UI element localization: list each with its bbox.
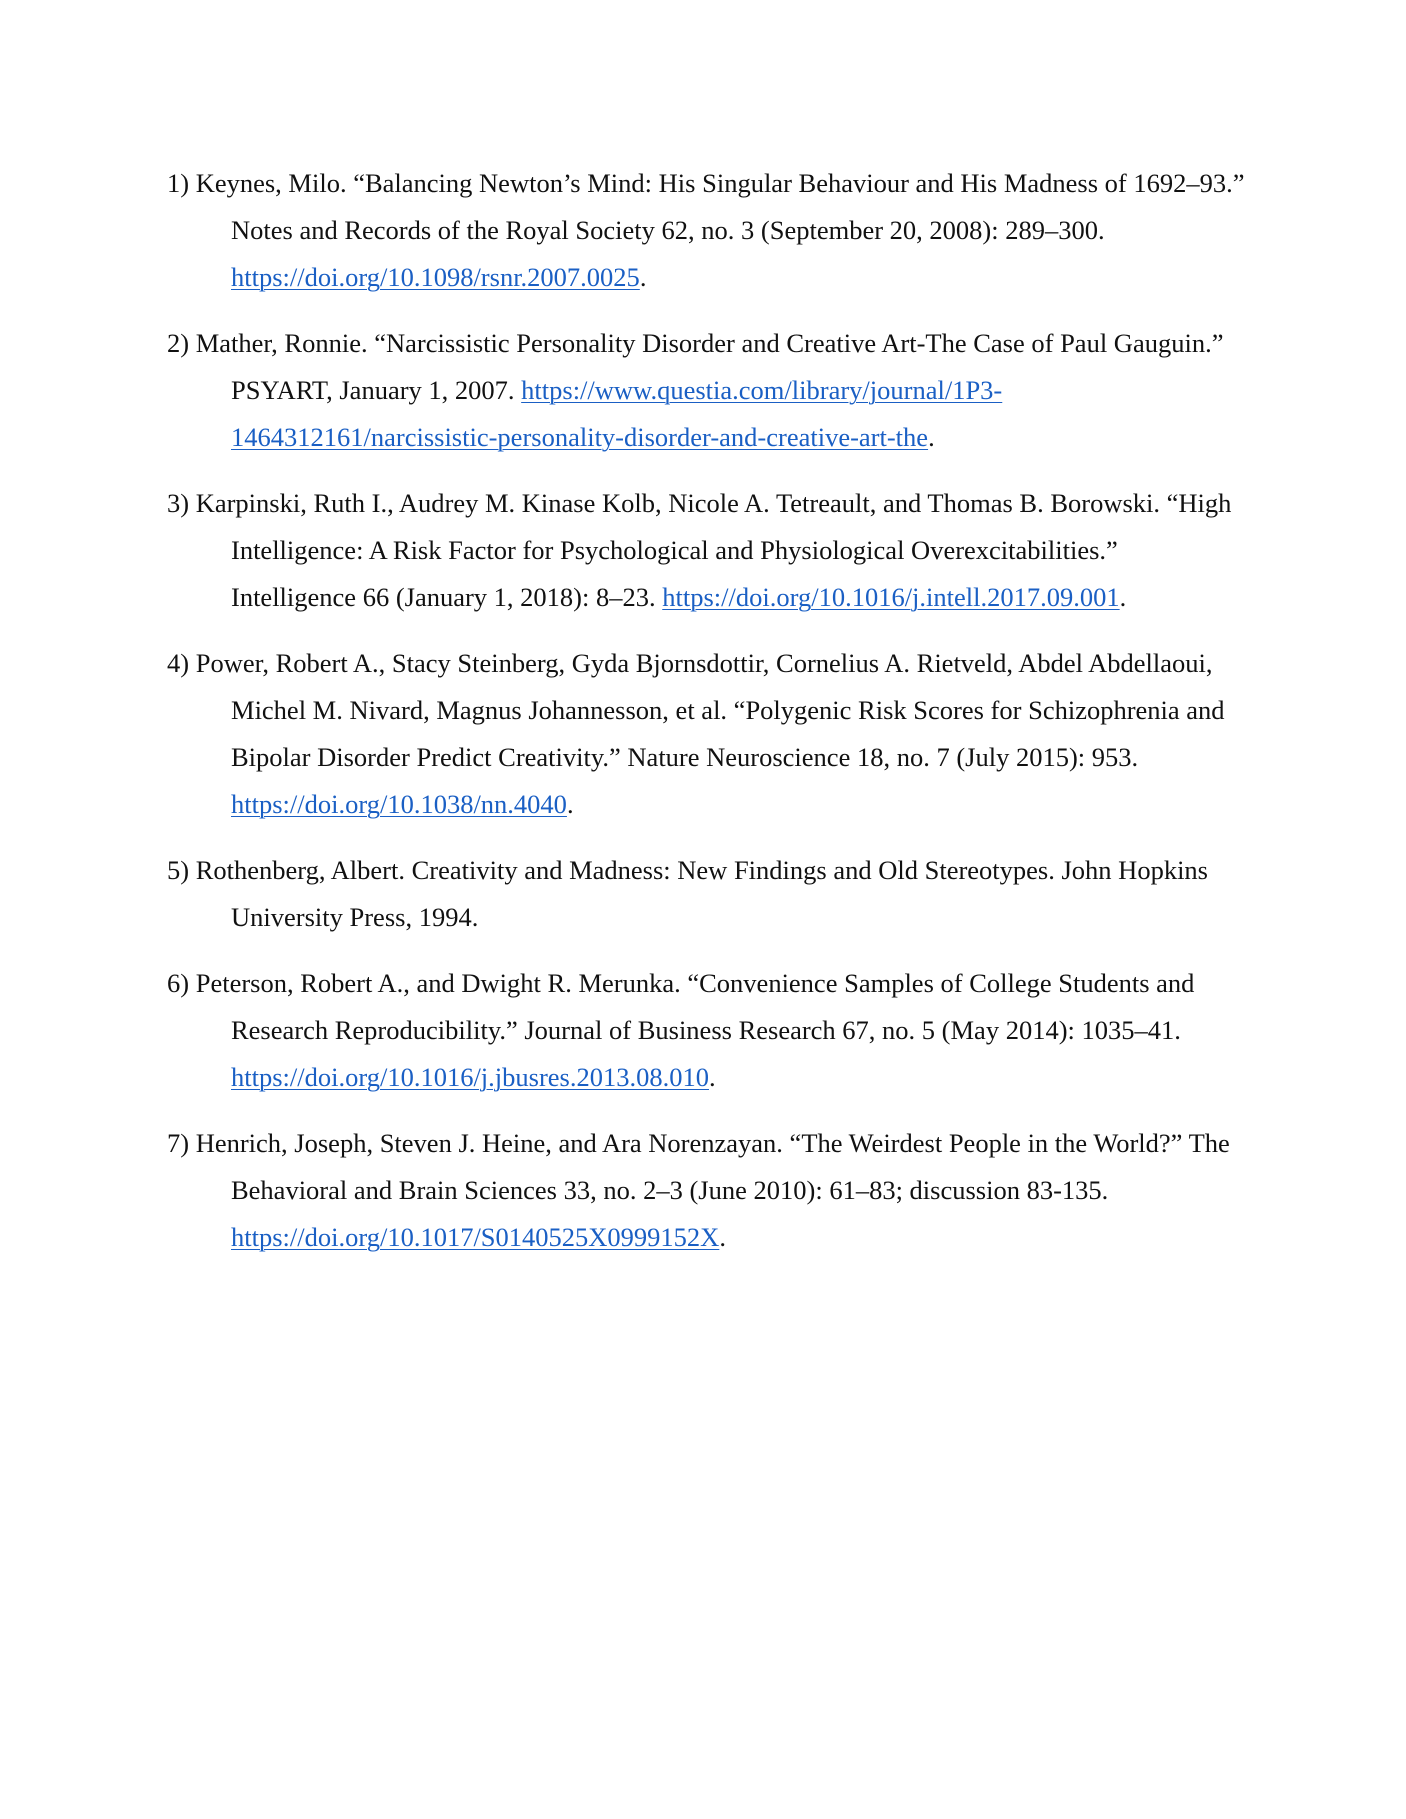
reference-terminal-punct: .	[709, 1062, 716, 1092]
reference-text: Power, Robert A., Stacy Steinberg, Gyda Bjornsdottir, Cornelius A. Rietveld, Abdel Abdellaoui, Michel M. Nivard, Magnus Johannesson, et al. “Polygenic Risk Scores for Schizophrenia and Bipolar Disorder Predict Creativity.” Nature Neuroscience 18, no. 7 (July 2015): 953.	[189, 648, 1225, 772]
reference-number: 6)	[167, 968, 190, 998]
reference-item-3	[167, 480, 1247, 621]
reference-link[interactable]: https://doi.org/10.1098/rsnr.2007.0025	[231, 262, 640, 292]
reference-number: 5)	[167, 855, 190, 885]
reference-number: 4)	[167, 648, 190, 678]
reference-terminal-punct: .	[1119, 582, 1127, 612]
reference-number: 1)	[167, 168, 190, 198]
reference-text: Peterson, Robert A., and Dwight R. Merunka. “Convenience Samples of College Students and Research Reproducibility.” Journal of Business Research 67, no. 5 (May 2014): 1035–41.	[189, 968, 1195, 1045]
reference-item-5	[167, 847, 1247, 941]
reference-item-7	[167, 1120, 1247, 1261]
reference-item-2	[167, 320, 1247, 461]
reference-item-1	[167, 160, 1247, 301]
reference-link[interactable]: https://doi.org/10.1038/nn.4040	[231, 789, 567, 819]
reference-link[interactable]: https://doi.org/10.1016/j.intell.2017.09.001	[662, 582, 1120, 612]
reference-item-6	[167, 960, 1247, 1101]
reference-terminal-punct: .	[639, 262, 647, 292]
reference-terminal-punct: .	[566, 789, 574, 819]
reference-link[interactable]: https://doi.org/10.1016/j.jbusres.2013.08.010	[231, 1062, 709, 1092]
reference-number: 7)	[167, 1128, 190, 1158]
reference-number: 3)	[167, 488, 190, 518]
reference-list	[167, 160, 1247, 1280]
reference-terminal-punct: .	[928, 422, 935, 452]
reference-text: Karpinski, Ruth I., Audrey M. Kinase Kolb, Nicole A. Tetreault, and Thomas B. Borowski. “High Intelligence: A Risk Factor for Psychological and Physiological Overexcitabilities.” Intelligence 66 (January 1, 2018): 8–23.	[189, 488, 1232, 612]
reference-terminal-punct: .	[719, 1222, 726, 1252]
reference-text: Rothenberg, Albert. Creativity and Madness: New Findings and Old Stereotypes. John Hopkins University Press, 1994.	[189, 855, 1208, 932]
reference-item-4	[167, 640, 1247, 828]
reference-link[interactable]: https://www.questia.com/library/journal/1P3-1464312161/narcissistic-personality-disorder-and-creative-art-the	[231, 375, 1003, 452]
reference-text: Mather, Ronnie. “Narcissistic Personality Disorder and Creative Art-The Case of Paul Gauguin.” PSYART, January 1, 2007.	[189, 328, 1224, 405]
reference-number: 2)	[167, 328, 190, 358]
reference-link[interactable]: https://doi.org/10.1017/S0140525X0999152X	[231, 1222, 720, 1252]
reference-text: Henrich, Joseph, Steven J. Heine, and Ara Norenzayan. “The Weirdest People in the World?” The Behavioral and Brain Sciences 33, no. 2–3 (June 2010): 61–83; discussion 83-135.	[189, 1128, 1230, 1205]
reference-text: Keynes, Milo. “Balancing Newton’s Mind: His Singular Behaviour and His Madness of 1692–93.” Notes and Records of the Royal Society 62, no. 3 (September 20, 2008): 289–300.	[189, 168, 1245, 245]
